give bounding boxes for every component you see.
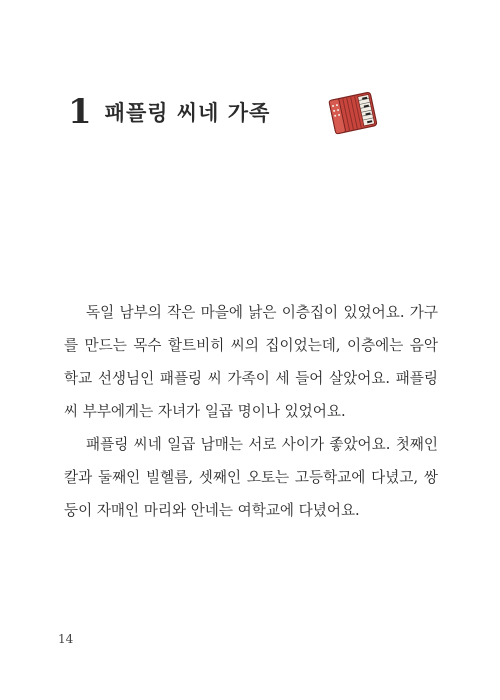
chapter-header [68,88,270,136]
chapter-number: 1 [68,92,91,132]
chapter-title: 패플링 씨네 가족 [104,101,271,125]
paragraph-2: 패플링 씨네 일곱 남매는 서로 사이가 좋았어요. 첫째인 칼과 둘째인 빌헬름, 셋째인 오토는 고등학교에 다녔고, 쌍둥이 자매인 마리와 안네는 여학교에 다녔어요. [64,436,438,519]
accordion-icon [326,88,380,138]
page-number: 14 [58,632,74,646]
body-text [64,296,438,527]
paragraph-1: 독일 남부의 작은 마을에 낡은 이층집이 있었어요. 가구를 만드는 목수 할트비히 씨의 집이었는데, 이층에는 음악 학교 선생님인 패플링 씨 가족이 세 들어 살았어요. 패플링 씨 부부에게는 자녀가 일곱 명이나 있었어요. [64,304,438,420]
